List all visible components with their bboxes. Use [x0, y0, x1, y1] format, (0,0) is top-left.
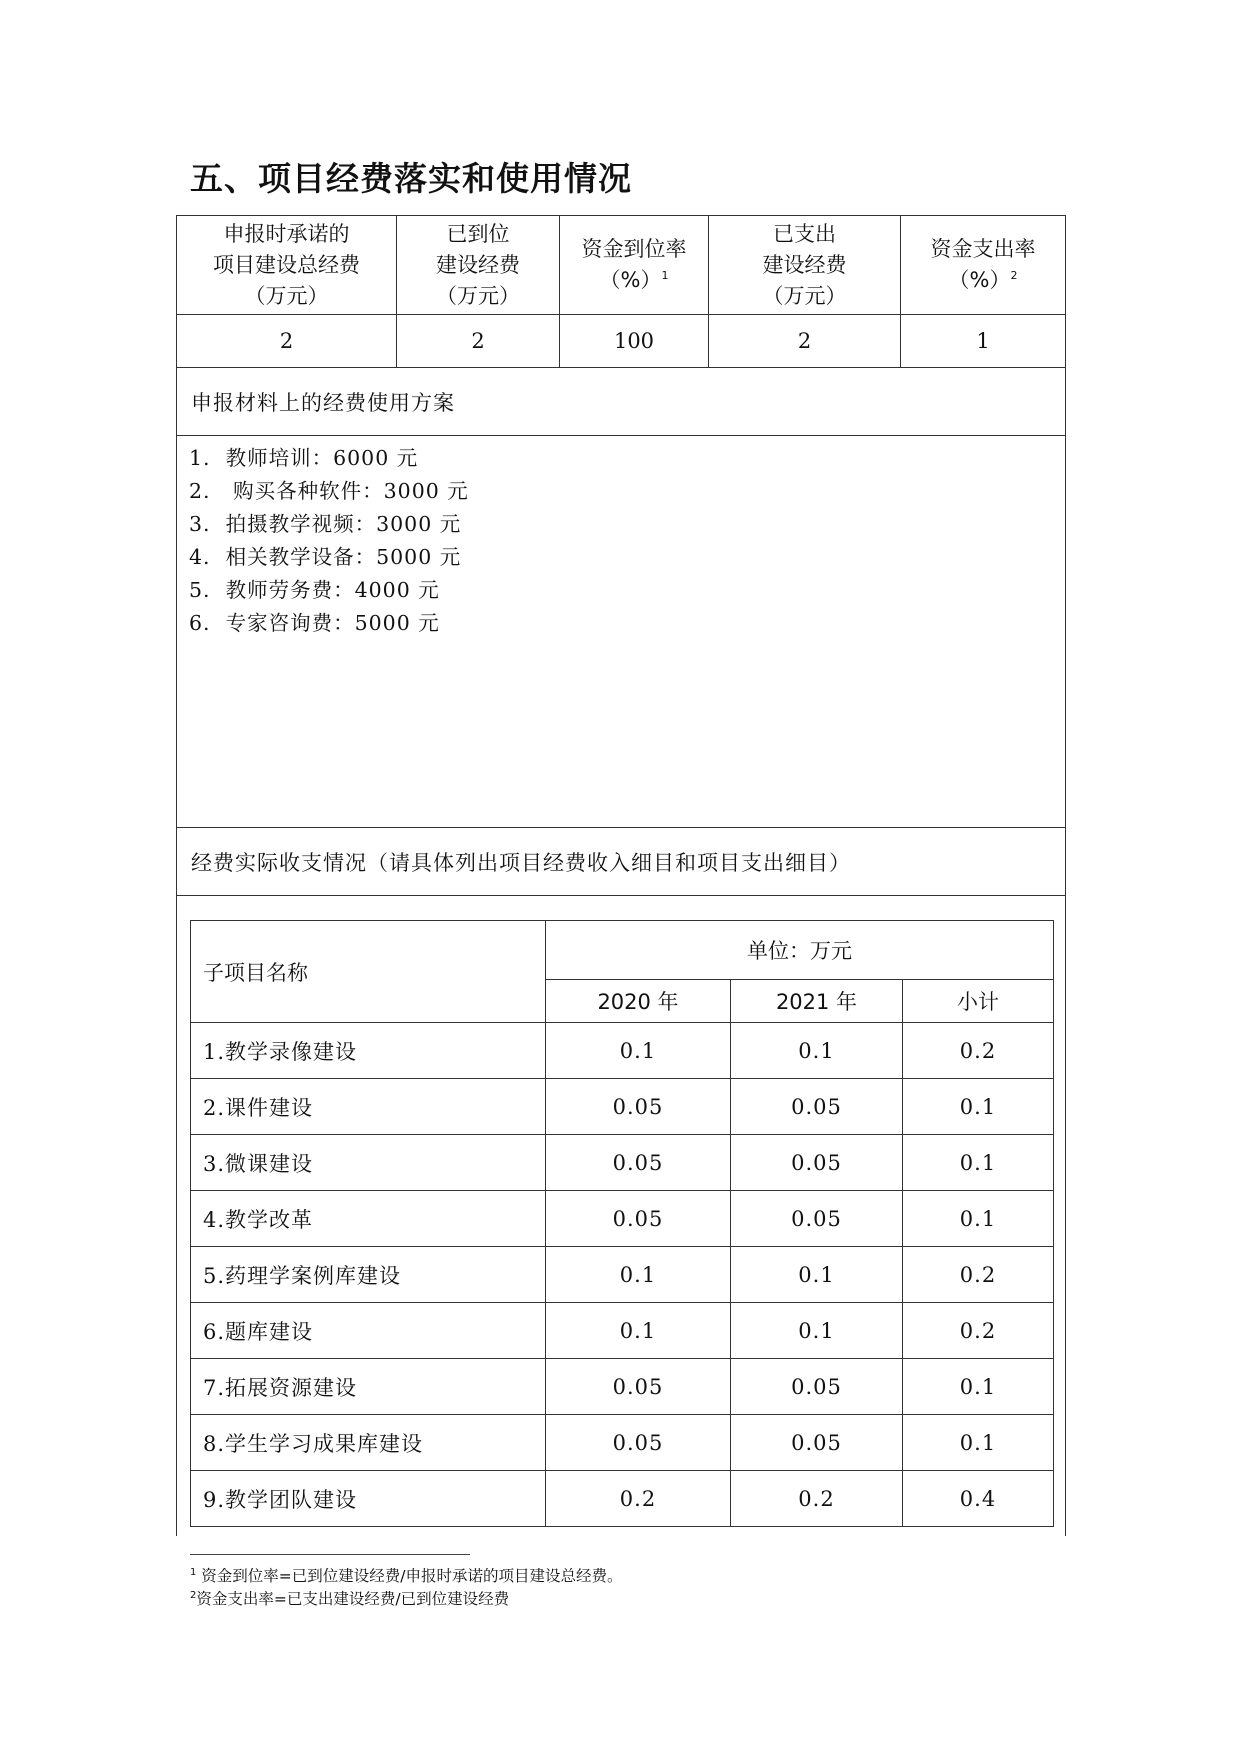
value-subtotal: 0.2: [903, 1247, 1054, 1303]
value-2020: 0.1: [546, 1303, 731, 1359]
value-subtotal: 0.2: [903, 1023, 1054, 1079]
table-row: [191, 1303, 1054, 1359]
value-2021: 0.05: [731, 1415, 903, 1471]
detail-header-row: [191, 921, 1054, 980]
table-row: [191, 1471, 1054, 1527]
plan-list: [177, 436, 1066, 828]
value-2021: 0.05: [731, 1359, 903, 1415]
subproject-name: 4.教学改革: [191, 1191, 546, 1247]
value-subtotal: 0.1: [903, 1359, 1054, 1415]
subtotal-header: 小计: [903, 980, 1054, 1023]
plan-list-row: [177, 436, 1066, 828]
year-2021-header: 2021 年: [731, 980, 903, 1023]
value-2020: 0.05: [546, 1135, 731, 1191]
header-spent-funds: 已支出 建设经费 （万元）: [709, 216, 901, 315]
header-received-funds: 已到位 建设经费 （万元）: [397, 216, 560, 315]
unit-header: 单位：万元: [546, 921, 1054, 980]
value-2021: 0.1: [731, 1247, 903, 1303]
footnote-2-mark: 2: [190, 1589, 197, 1601]
plan-item: 3. 拍摄教学视频：3000 元: [189, 512, 462, 536]
value-spent-funds: 2: [709, 315, 901, 368]
value-2021: 0.05: [731, 1191, 903, 1247]
value-received-funds: 2: [397, 315, 560, 368]
summary-values-row: [177, 315, 1066, 368]
footnote-mark-2: 2: [1010, 269, 1018, 282]
value-2020: 0.1: [546, 1023, 731, 1079]
subproject-name: 6.题库建设: [191, 1303, 546, 1359]
value-receipt-rate: 100: [560, 315, 709, 368]
value-subtotal: 0.2: [903, 1303, 1054, 1359]
table-row: [191, 1079, 1054, 1135]
expense-detail-table: [190, 920, 1054, 1527]
table-row: [191, 1247, 1054, 1303]
value-2020: 0.1: [546, 1247, 731, 1303]
subproject-name: 3.微课建设: [191, 1135, 546, 1191]
value-2020: 0.05: [546, 1359, 731, 1415]
value-subtotal: 0.4: [903, 1471, 1054, 1527]
table-row: [191, 1415, 1054, 1471]
value-2020: 0.05: [546, 1191, 731, 1247]
plan-section-row: [177, 368, 1066, 436]
header-committed-funds: 申报时承诺的 项目建设总经费 （万元）: [177, 216, 397, 315]
footnote-2: $^2$资金支出率=已支出建设经费/已到位建设经费: [190, 1589, 510, 1608]
value-subtotal: 0.1: [903, 1135, 1054, 1191]
value-2021: 0.2: [731, 1471, 903, 1527]
subproject-name: 2.课件建设: [191, 1079, 546, 1135]
footnote-divider: [190, 1554, 470, 1555]
subproject-name-header: 子项目名称: [191, 921, 546, 1023]
value-committed-funds: 2: [177, 315, 397, 368]
value-subtotal: 0.1: [903, 1415, 1054, 1471]
value-2021: 0.1: [731, 1023, 903, 1079]
header-receipt-rate: 资金到位率 （%）$^1$: [560, 216, 709, 315]
subproject-name: 7.拓展资源建设: [191, 1359, 546, 1415]
value-subtotal: 0.1: [903, 1191, 1054, 1247]
value-2020: 0.05: [546, 1079, 731, 1135]
table-row: [191, 1191, 1054, 1247]
plan-item: 1. 教师培训：6000 元: [189, 446, 419, 470]
value-2020: 0.2: [546, 1471, 731, 1527]
plan-label: 申报材料上的经费使用方案: [177, 368, 1066, 436]
value-2021: 0.05: [731, 1079, 903, 1135]
footnote-mark-1: 1: [661, 269, 669, 282]
table-row: [191, 1135, 1054, 1191]
value-subtotal: 0.1: [903, 1079, 1054, 1135]
value-2021: 0.05: [731, 1135, 903, 1191]
header-spend-rate: 资金支出率 （%）$^2$: [901, 216, 1066, 315]
detail-rows: [191, 1023, 1054, 1527]
actual-section-row: [177, 828, 1066, 896]
footnote-1: $^1$ 资金到位率=已到位建设经费/申报时承诺的项目建设总经费。: [190, 1566, 623, 1585]
actual-label: 经费实际收支情况（请具体列出项目经费收入细目和项目支出细目）: [177, 828, 1066, 896]
section-title: 五、项目经费落实和使用情况: [190, 159, 632, 198]
subproject-name: 5.药理学案例库建设: [191, 1247, 546, 1303]
plan-item: 6. 专家咨询费：5000 元: [189, 611, 440, 635]
table-row: [191, 1359, 1054, 1415]
subproject-name: 8.学生学习成果库建设: [191, 1415, 546, 1471]
plan-item: 2. 购买各种软件：3000 元: [189, 479, 469, 503]
value-spend-rate: 1: [901, 315, 1066, 368]
plan-item: 5. 教师劳务费：4000 元: [189, 578, 440, 602]
table-row: [191, 1023, 1054, 1079]
subproject-name: 9.教学团队建设: [191, 1471, 546, 1527]
year-2020-header: 2020 年: [546, 980, 731, 1023]
summary-header-row: [177, 216, 1066, 315]
plan-item: 4. 相关教学设备：5000 元: [189, 545, 462, 569]
subproject-name: 1.教学录像建设: [191, 1023, 546, 1079]
value-2020: 0.05: [546, 1415, 731, 1471]
footnote-1-mark: 1: [190, 1566, 197, 1578]
value-2021: 0.1: [731, 1303, 903, 1359]
